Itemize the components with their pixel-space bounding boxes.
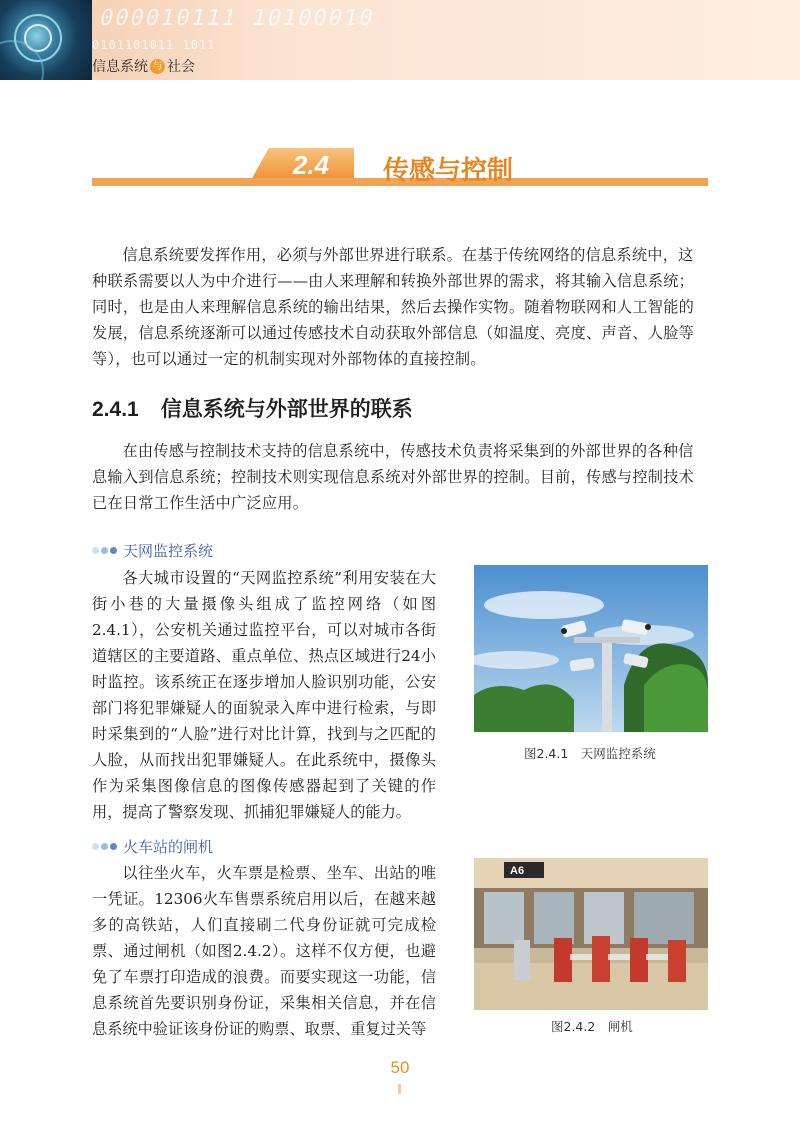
- page-number-tick: [398, 1084, 401, 1094]
- figure-caption-2-4-2: 图2.4.2 闸机: [551, 1019, 633, 1034]
- topic-heading-text: 火车站的闸机: [123, 838, 214, 856]
- book-title: [92, 56, 195, 76]
- bullet-dots-icon: [92, 843, 119, 850]
- surveillance-camera-photo: [474, 565, 708, 732]
- topic-text-gate: 以往坐火车，火车票是检票、坐车、出站的唯一凭证。12306火车售票系统启用以后，在越来越多的高铁站，人们直接刷二代身份证就可完成检票、通过闸机（如图2.4.2）。这样不仅方便，也避免了车票打印造成的浪费。而要实现这一功能，信息系统首先要识别身份证，采集相关信息，并在信息系统中验证该身份证的购票、取票、重复过关等: [92, 864, 436, 1038]
- topic-text-skynet: 各大城市设置的“天网监控系统”利用安装在大街小巷的大量摄像头组成了监控网络（如图2.4.1），公安机关通过监控平台，可以对城市各街道辖区的主要道路、重点单位、热点区域进行24小时监控。该系统正在逐步增加人脸识别功能，公安部门将犯罪嫌疑人的面貌录入库中进行检索，与即时采集到的“人脸”进行对比计算，找到与之匹配的人脸，从而找出犯罪嫌疑人。在此系统中，摄像头作为采集图像信息的图像传感器起到了关键的作用，提高了警察发现、抓捕犯罪嫌疑人的能力。: [92, 569, 436, 821]
- intro-paragraph: 信息系统要发挥作用，必须与外部世界进行联系。在基于传统网络的信息系统中，这种联系需要以人为中介进行——由人来理解和转换外部世界的需求，将其输入信息系统；同时，也是由人来理解信息系统的输出结果，然后去操作实物。随着物联网和人工智能的发展，信息系统逐渐可以通过传感技术自动获取外部信息（如温度、亮度、声音、人脸等等），也可以通过一定的机制实现对外部物体的直接控制。: [92, 246, 695, 368]
- subsection-title: 信息系统与外部世界的联系: [160, 397, 413, 421]
- bullet-dots-icon: [92, 547, 119, 554]
- subsection-number: 2.4.1: [92, 398, 139, 421]
- book-title-right: 社会: [167, 59, 195, 75]
- topic-heading-text: 天网监控系统: [123, 542, 214, 560]
- subsection-paragraph: 在由传感与控制技术支持的信息系统中，传感技术负责将采集到的外部世界的各种信息输入到信息系统；控制技术则实现信息系统对外部世界的控制。目前，传感与控制技术已在日常工作生活中广泛应用。: [92, 442, 695, 512]
- page-number: 50: [390, 1058, 410, 1077]
- book-title-left: 信息系统: [92, 59, 148, 75]
- platform-sign-a6: A6: [510, 865, 525, 877]
- book-title-joiner: 与: [150, 59, 165, 74]
- binary-decoration: 000010111 10100010: [97, 6, 378, 31]
- topic-heading-skynet: [92, 540, 213, 561]
- topic-heading-gate: [92, 836, 213, 857]
- section-title: 传感与控制: [383, 156, 514, 186]
- section-number: 2.4: [292, 150, 330, 180]
- binary-decoration-small: 0101101011 1011: [92, 38, 216, 52]
- subsection-heading: [92, 393, 413, 423]
- figure-caption-2-4-1: 图2.4.1 天网监控系统: [524, 746, 656, 761]
- ticket-gate-photo: [474, 858, 708, 1010]
- circuit-lens-image: [0, 0, 92, 80]
